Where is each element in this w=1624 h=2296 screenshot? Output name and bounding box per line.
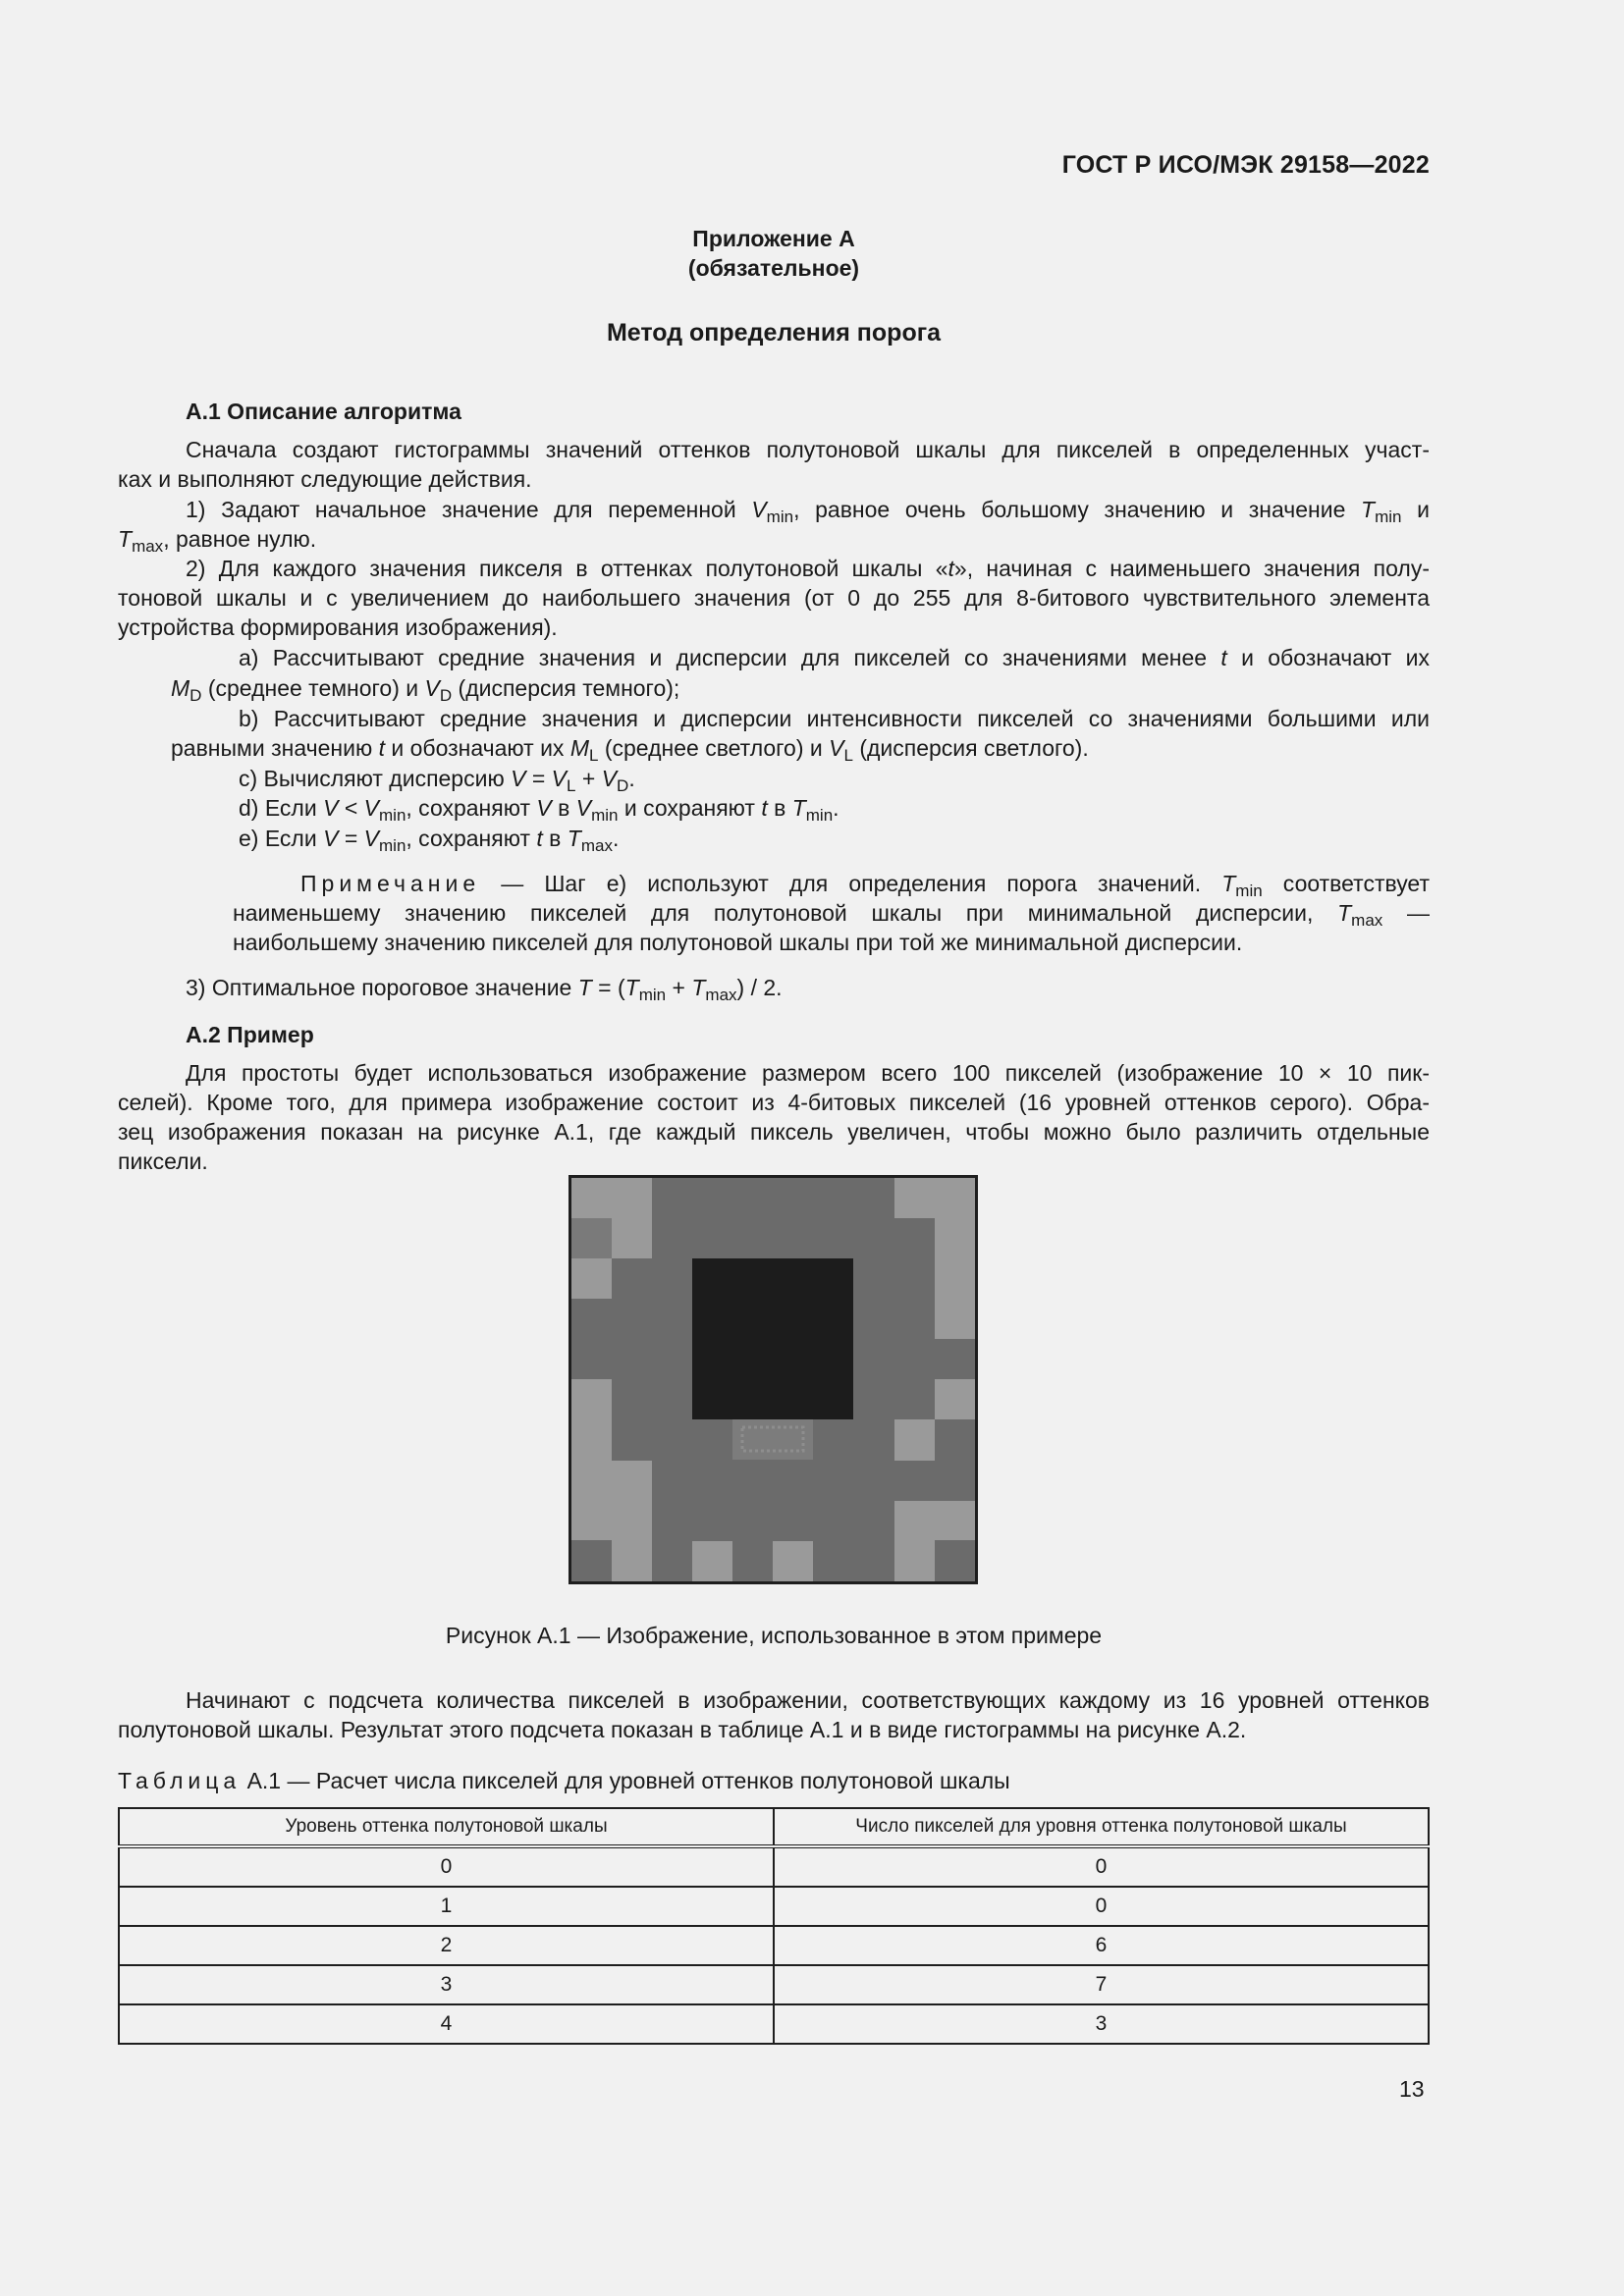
section-a1-title: А.1 Описание алгоритма xyxy=(186,399,461,424)
step2b-line2: равными значению t и обозначают их $M_L$ (среднее светлого) и $V_L$ (дисперсия светлого). xyxy=(171,735,1089,765)
step2a-line1: a) Рассчитывают средние значения и дисперсии для пикселей со значениями менее t и обозначают их xyxy=(239,645,1430,670)
note-line2: наименьшему значению пикселей для полутоновой шкалы при минимальной дисперсии, $T_{max}$ — xyxy=(233,900,1430,930)
pixel-grid xyxy=(571,1178,975,1581)
figure-caption: Рисунок А.1 — Изображение, использованное в этом примере xyxy=(445,1623,1103,1648)
a2-para-line3: зец изображения показан на рисунке А.1, где каждый пиксель увеличен, чтобы можно было различить отдельные xyxy=(118,1119,1430,1145)
table-title: Таблица А.1 — Расчет числа пикселей для уровней оттенков полутоновой шкалы xyxy=(118,1768,1010,1793)
table-row xyxy=(119,1846,1429,1887)
a1-intro-line2: ках и выполняют следующие действия. xyxy=(118,466,532,492)
page-number: 13 xyxy=(1399,2076,1425,2102)
table-header-level: Уровень оттенка полутоновой шкалы xyxy=(119,1808,774,1846)
cell-level: 2 xyxy=(119,1926,774,1965)
cell-count: 3 xyxy=(774,2004,1429,2044)
table-header-count: Число пикселей для уровня оттенка полутоновой шкалы xyxy=(774,1808,1429,1846)
a1-intro-line1: Сначала создают гистограммы значений оттенков полутоновой шкалы для пикселей в определенных участ- xyxy=(186,437,1430,462)
note-label: Примечание xyxy=(300,871,481,896)
appendix-status: (обязательное) xyxy=(687,255,860,281)
cell-count: 0 xyxy=(774,1887,1429,1926)
table-row xyxy=(119,1926,1429,1965)
step3-line: 3) Оптимальное пороговое значение $T = (T_{min} + T_{max}) / 2$. xyxy=(186,975,783,1004)
note-line1: Примечание — Шаг e) используют для определения порога значений. $T_{min}$ соответствует xyxy=(300,871,1430,900)
cell-level: 3 xyxy=(119,1965,774,2004)
table-row xyxy=(119,1887,1429,1926)
a2-para-line1: Для простоты будет использоваться изображение размером всего 100 пикселей (изображение 10 × 10 пик- xyxy=(186,1060,1430,1086)
figure-a1-pixel-image xyxy=(568,1175,978,1584)
step2-line1: 2) Для каждого значения пикселя в оттенках полутоновой шкалы «t», начиная с наименьшего значения полу- xyxy=(186,556,1430,581)
cell-level: 1 xyxy=(119,1887,774,1926)
cell-level: 4 xyxy=(119,2004,774,2044)
step2-line3: устройства формирования изображения). xyxy=(118,614,558,640)
step2d-line: d) Если $V < V_{min}$, сохраняют V в $V_{min}$ и сохраняют t в $T_{min}$. xyxy=(239,795,839,825)
step2b-line1: b) Рассчитывают средние значения и дисперсии интенсивности пикселей со значениями большими или xyxy=(239,706,1430,731)
step2e-line: e) Если $V = V_{min}$, сохраняют t в $T_{max}$. xyxy=(239,826,620,855)
table-row xyxy=(119,2004,1429,2044)
count-line2: полутоновой шкалы. Результат этого подсчета показан в таблице А.1 и в виде гистограммы на рисунке А.2. xyxy=(118,1717,1247,1742)
note-line3: наибольшему значению пикселей для полутоновой шкалы при той же минимальной дисперсии. xyxy=(233,930,1243,955)
appendix-heading: Метод определения порога xyxy=(606,319,942,347)
cell-level: 0 xyxy=(119,1846,774,1887)
cell-count: 7 xyxy=(774,1965,1429,2004)
a2-para-line4: пиксели. xyxy=(118,1148,208,1174)
cell-count: 6 xyxy=(774,1926,1429,1965)
step2-line2: тоновой шкалы и с увеличением до наибольшего значения (от 0 до 255 для 8-битового чувствительного элемента xyxy=(118,585,1430,611)
count-line1: Начинают с подсчета количества пикселей в изображении, соответствующих каждому из 16 уровней оттенков xyxy=(186,1687,1430,1713)
step1-line2: $T_{max}$, равное нулю. xyxy=(118,526,317,556)
standard-header: ГОСТ Р ИСО/МЭК 29158—2022 xyxy=(1061,151,1430,179)
step1-line1: 1) Задают начальное значение для переменной $V_{min}$, равное очень большому значению и значение $T_{min}$ и xyxy=(186,497,1431,526)
table-label: Таблица xyxy=(118,1768,242,1793)
a2-para-line2: селей). Кроме того, для примера изображение состоит из 4-битовых пикселей (16 уровней оттенков серого). Обра- xyxy=(118,1090,1430,1115)
table-row xyxy=(119,1965,1429,2004)
cell-count: 0 xyxy=(774,1846,1429,1887)
section-a2-title: А.2 Пример xyxy=(186,1022,314,1047)
pixel-count-table xyxy=(118,1807,1430,2045)
appendix-title: Приложение А xyxy=(692,226,855,251)
step2c-line: c) Вычисляют дисперсию $V = V_L + V_D$. xyxy=(239,766,635,795)
step2a-line2: $M_D$ (среднее темного) и $V_D$ (дисперсия темного); xyxy=(171,675,680,705)
